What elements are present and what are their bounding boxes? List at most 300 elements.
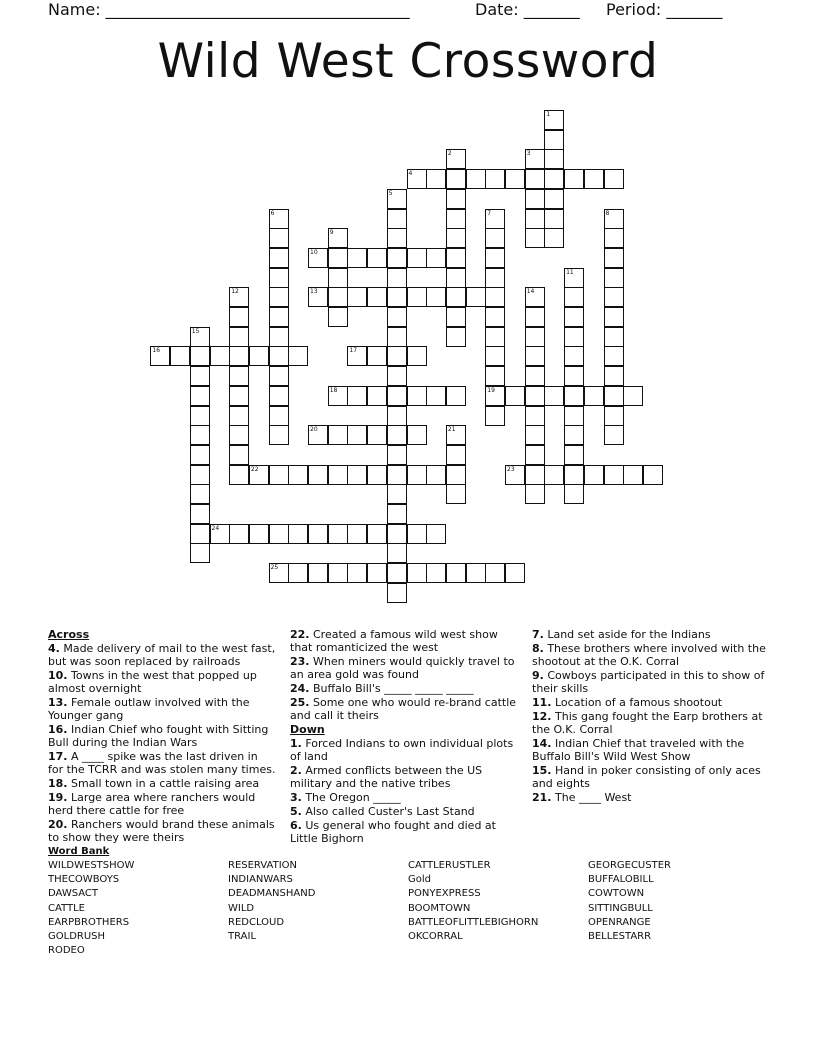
clues-column-2 <box>290 628 518 846</box>
grid-cell[interactable] <box>269 307 289 327</box>
grid-cell[interactable] <box>387 189 407 209</box>
grid-cell[interactable] <box>229 386 249 406</box>
grid-cell[interactable] <box>367 563 387 583</box>
grid-cell[interactable] <box>387 524 407 544</box>
grid-cell[interactable] <box>269 209 289 229</box>
grid-cell[interactable] <box>229 524 249 544</box>
grid-cell[interactable] <box>604 248 624 268</box>
grid-cell[interactable] <box>328 524 348 544</box>
grid-cell[interactable] <box>446 268 466 288</box>
grid-cell[interactable] <box>426 169 446 189</box>
grid-cell[interactable] <box>604 406 624 426</box>
word-bank-word: Gold <box>408 874 431 886</box>
grid-cell[interactable] <box>269 248 289 268</box>
grid-cell[interactable] <box>269 346 289 366</box>
grid-cell[interactable] <box>485 366 505 386</box>
grid-cell[interactable] <box>446 228 466 248</box>
grid-cell[interactable] <box>347 346 367 366</box>
grid-cell[interactable] <box>564 465 584 485</box>
word-bank-word: BUFFALOBILL <box>588 874 654 886</box>
grid-cell[interactable] <box>505 169 525 189</box>
down-clue-3: 3. The Oregon _____ <box>290 791 401 804</box>
grid-cell[interactable] <box>525 307 545 327</box>
grid-cell[interactable] <box>505 563 525 583</box>
grid-cell[interactable] <box>269 425 289 445</box>
grid-cell[interactable] <box>387 287 407 307</box>
grid-cell[interactable] <box>387 563 407 583</box>
down-clue-5: 5. Also called Custer's Last Stand <box>290 805 475 818</box>
grid-cell[interactable] <box>367 524 387 544</box>
grid-cell[interactable] <box>407 169 427 189</box>
grid-cell[interactable] <box>525 484 545 504</box>
grid-cell[interactable] <box>564 287 584 307</box>
clue-number: 14 <box>526 288 535 296</box>
grid-cell[interactable] <box>387 406 407 426</box>
word-bank-word: WILD <box>228 902 255 914</box>
grid-cell[interactable] <box>584 465 604 485</box>
grid-cell[interactable] <box>485 287 505 307</box>
grid-cell[interactable] <box>426 465 446 485</box>
grid-cell[interactable] <box>407 386 427 406</box>
name-field[interactable]: Name: ______________________________________ <box>48 0 410 19</box>
grid-cell[interactable] <box>604 386 624 406</box>
grid-cell[interactable] <box>347 524 367 544</box>
grid-cell[interactable] <box>505 386 525 406</box>
grid-cell[interactable] <box>328 425 348 445</box>
grid-cell[interactable] <box>190 327 210 347</box>
grid-cell[interactable] <box>604 327 624 347</box>
grid-cell[interactable] <box>229 287 249 307</box>
clue-number: 9 <box>329 229 334 237</box>
word-bank-column <box>588 859 763 944</box>
grid-cell[interactable] <box>288 524 308 544</box>
grid-cell[interactable] <box>229 406 249 426</box>
down-clue-6: 6. Us general who fought and died at Little Bighorn <box>290 819 496 845</box>
across-clue-25: 25. Some one who would re-brand cattle and call it theirs <box>290 696 517 722</box>
grid-cell[interactable] <box>564 386 584 406</box>
grid-cell[interactable] <box>544 228 564 248</box>
word-bank-word: TRAIL <box>228 931 257 943</box>
grid-cell[interactable] <box>269 268 289 288</box>
grid-cell[interactable] <box>485 563 505 583</box>
across-clue-22: 22. Created a famous wild west show that romanticized the west <box>290 628 498 654</box>
clue-number: 22 <box>250 465 259 473</box>
grid-cell[interactable] <box>210 524 230 544</box>
clue-number: 12 <box>231 288 239 296</box>
grid-cell[interactable] <box>544 209 564 229</box>
grid-cell[interactable] <box>407 346 427 366</box>
grid-cell[interactable] <box>407 563 427 583</box>
grid-cell[interactable] <box>466 287 486 307</box>
grid-cell[interactable] <box>367 425 387 445</box>
grid-cell[interactable] <box>525 189 545 209</box>
grid-cell[interactable] <box>387 248 407 268</box>
grid-cell[interactable] <box>564 169 584 189</box>
word-bank-word: DEADMANSHAND <box>228 888 316 900</box>
word-bank-column <box>408 859 583 944</box>
grid-cell[interactable] <box>407 465 427 485</box>
grid-cell[interactable] <box>229 307 249 327</box>
grid-cell[interactable] <box>544 110 564 130</box>
grid-cell[interactable] <box>347 287 367 307</box>
grid-cell[interactable] <box>525 366 545 386</box>
word-bank-word: RESERVATION <box>228 860 298 871</box>
grid-cell[interactable] <box>446 248 466 268</box>
grid-cell[interactable] <box>485 248 505 268</box>
grid-cell[interactable] <box>446 425 466 445</box>
grid-cell[interactable] <box>347 248 367 268</box>
clue-number: 8 <box>605 209 610 217</box>
word-bank-word: DAWSACT <box>48 888 98 900</box>
grid-cell[interactable] <box>525 228 545 248</box>
grid-cell[interactable] <box>387 445 407 465</box>
grid-cell[interactable] <box>525 386 545 406</box>
down-clue-7: 7. Land set aside for the Indians <box>532 628 711 641</box>
clue-number: 13 <box>310 288 318 296</box>
clues-column-1 <box>48 628 276 845</box>
down-clue-12: 12. This gang fought the Earp brothers at the O.K. Corral <box>532 710 763 736</box>
grid-cell[interactable] <box>525 287 545 307</box>
clue-number: 25 <box>270 564 279 572</box>
grid-cell[interactable] <box>367 465 387 485</box>
grid-cell[interactable] <box>210 346 230 366</box>
clue-number: 16 <box>152 347 161 355</box>
grid-cell[interactable] <box>328 465 348 485</box>
clue-number: 15 <box>191 327 200 335</box>
word-bank-title: Word Bank <box>48 846 110 857</box>
grid-cell[interactable] <box>229 366 249 386</box>
grid-cell[interactable] <box>426 524 446 544</box>
grid-cell[interactable] <box>446 445 466 465</box>
down-clue-21: 21. The ____ West <box>532 791 632 804</box>
grid-cell[interactable] <box>584 386 604 406</box>
clue-number: 20 <box>310 426 318 434</box>
grid-cell[interactable] <box>604 465 624 485</box>
grid-cell[interactable] <box>623 386 643 406</box>
grid-cell[interactable] <box>604 209 624 229</box>
grid-cell[interactable] <box>505 465 525 485</box>
grid-cell[interactable] <box>525 406 545 426</box>
grid-cell[interactable] <box>328 307 348 327</box>
grid-cell[interactable] <box>367 287 387 307</box>
grid-cell[interactable] <box>328 248 348 268</box>
grid-cell[interactable] <box>229 327 249 347</box>
grid-cell[interactable] <box>387 209 407 229</box>
grid-cell[interactable] <box>229 425 249 445</box>
grid-cell[interactable] <box>387 425 407 445</box>
grid-cell[interactable] <box>466 169 486 189</box>
date-field[interactable]: Date: _______ <box>475 0 580 19</box>
grid-cell[interactable] <box>308 287 328 307</box>
grid-cell[interactable] <box>446 189 466 209</box>
grid-cell[interactable] <box>426 287 446 307</box>
grid-cell[interactable] <box>269 228 289 248</box>
word-bank-word: BATTLEOFLITTLEBIGHORN <box>408 916 539 928</box>
grid-cell[interactable] <box>269 386 289 406</box>
clue-number: 19 <box>487 386 495 394</box>
grid-cell[interactable] <box>446 465 466 485</box>
grid-cell[interactable] <box>328 563 348 583</box>
grid-cell[interactable] <box>249 346 269 366</box>
grid-cell[interactable] <box>328 268 348 288</box>
down-clue-8: 8. These brothers where involved with the shootout at the O.K. Corral <box>532 642 766 668</box>
grid-cell[interactable] <box>269 287 289 307</box>
grid-cell[interactable] <box>387 484 407 504</box>
word-bank-word: CATTLERUSTLER <box>408 860 491 871</box>
grid-cell[interactable] <box>190 504 210 524</box>
clue-number: 6 <box>270 209 275 217</box>
grid-cell[interactable] <box>150 346 170 366</box>
across-clue-24: 24. Buffalo Bill's _____ _____ _____ <box>290 682 474 695</box>
clue-number: 4 <box>408 170 413 178</box>
grid-cell[interactable] <box>269 563 289 583</box>
grid-cell[interactable] <box>269 524 289 544</box>
grid-cell[interactable] <box>269 366 289 386</box>
grid-cell[interactable] <box>446 169 466 189</box>
clue-number: 2 <box>447 150 452 158</box>
down-clue-9: 9. Cowboys participated in this to show of their skills <box>532 669 765 695</box>
grid-cell[interactable] <box>288 563 308 583</box>
grid-cell[interactable] <box>367 386 387 406</box>
grid-cell[interactable] <box>426 386 446 406</box>
grid-cell[interactable] <box>387 583 407 603</box>
grid-cell[interactable] <box>485 386 505 406</box>
grid-cell[interactable] <box>446 327 466 347</box>
grid-cell[interactable] <box>466 563 486 583</box>
grid-cell[interactable] <box>604 346 624 366</box>
grid-cell[interactable] <box>446 484 466 504</box>
period-field[interactable]: Period: _______ <box>606 0 723 19</box>
grid-cell[interactable] <box>525 346 545 366</box>
across-clue-10: 10. Towns in the west that popped up almost overnight <box>48 669 257 695</box>
grid-cell[interactable] <box>446 149 466 169</box>
grid-cell[interactable] <box>328 386 348 406</box>
grid-cell[interactable] <box>387 366 407 386</box>
grid-cell[interactable] <box>308 465 328 485</box>
grid-cell[interactable] <box>407 524 427 544</box>
grid-cell[interactable] <box>308 248 328 268</box>
grid-cell[interactable] <box>564 327 584 347</box>
grid-cell[interactable] <box>623 465 643 485</box>
across-clue-17: 17. A ____ spike was the last driven in for the TCRR and was stolen many times. <box>48 750 276 776</box>
grid-cell[interactable] <box>229 465 249 485</box>
grid-cell[interactable] <box>288 346 308 366</box>
grid-cell[interactable] <box>387 346 407 366</box>
grid-cell[interactable] <box>525 169 545 189</box>
grid-cell[interactable] <box>485 406 505 426</box>
word-bank-column <box>48 859 223 958</box>
across-clue-19: 19. Large area where ranchers would herd there cattle for free <box>48 791 256 817</box>
grid-cell[interactable] <box>564 366 584 386</box>
word-bank-word: SITTINGBULL <box>588 902 653 914</box>
word-bank-word: COWTOWN <box>588 888 645 900</box>
grid-cell[interactable] <box>347 563 367 583</box>
grid-cell[interactable] <box>446 209 466 229</box>
grid-cell[interactable] <box>446 386 466 406</box>
grid-cell[interactable] <box>229 445 249 465</box>
clue-number: 10 <box>310 248 318 256</box>
grid-cell[interactable] <box>604 307 624 327</box>
grid-cell[interactable] <box>525 445 545 465</box>
grid-cell[interactable] <box>190 406 210 426</box>
grid-cell[interactable] <box>525 209 545 229</box>
down-clue-14: 14. Indian Chief that traveled with the Buffalo Bill's Wild West Show <box>532 737 745 763</box>
grid-cell[interactable] <box>347 386 367 406</box>
clue-number: 3 <box>526 150 531 158</box>
grid-cell[interactable] <box>387 543 407 563</box>
grid-cell[interactable] <box>190 484 210 504</box>
grid-cell[interactable] <box>387 504 407 524</box>
grid-cell[interactable] <box>426 563 446 583</box>
down-clue-15: 15. Hand in poker consisting of only aces and eights <box>532 764 761 790</box>
grid-cell[interactable] <box>269 406 289 426</box>
grid-cell[interactable] <box>347 425 367 445</box>
across-clue-4: 4. Made delivery of mail to the west fast, but was soon replaced by railroads <box>48 642 276 668</box>
down-heading: Down <box>290 723 325 736</box>
grid-cell[interactable] <box>485 228 505 248</box>
across-clue-18: 18. Small town in a cattle raising area <box>48 777 260 790</box>
word-bank-word: CATTLE <box>48 902 85 914</box>
grid-cell[interactable] <box>525 327 545 347</box>
word-bank-word: BELLESTARR <box>588 931 652 943</box>
grid-cell[interactable] <box>407 425 427 445</box>
grid-cell[interactable] <box>525 425 545 445</box>
grid-cell[interactable] <box>190 543 210 563</box>
clue-number: 7 <box>487 209 492 217</box>
grid-cell[interactable] <box>525 149 545 169</box>
grid-cell[interactable] <box>485 346 505 366</box>
grid-cell[interactable] <box>407 248 427 268</box>
grid-cell[interactable] <box>544 149 564 169</box>
word-bank-word: GEORGECUSTER <box>588 860 671 871</box>
grid-cell[interactable] <box>544 465 564 485</box>
across-clue-16: 16. Indian Chief who fought with Sitting Bull during the Indian Wars <box>48 723 269 749</box>
grid-cell[interactable] <box>564 307 584 327</box>
clue-number: 18 <box>329 386 338 394</box>
down-clue-2: 2. Armed conflicts between the US military and the native tribes <box>290 764 483 790</box>
grid-cell[interactable] <box>564 268 584 288</box>
grid-cell[interactable] <box>407 287 427 307</box>
grid-cell[interactable] <box>387 228 407 248</box>
across-clue-13: 13. Female outlaw involved with the Younger gang <box>48 696 250 722</box>
clue-number: 1 <box>546 111 551 118</box>
grid-cell[interactable] <box>190 346 210 366</box>
clue-number: 5 <box>388 189 393 197</box>
across-clue-20: 20. Ranchers would brand these animals to show they were theirs <box>48 818 275 844</box>
grid-cell[interactable] <box>446 287 466 307</box>
grid-cell[interactable] <box>544 386 564 406</box>
grid-cell[interactable] <box>249 524 269 544</box>
word-bank-word: REDCLOUD <box>228 916 285 928</box>
grid-cell[interactable] <box>446 563 466 583</box>
word-bank-word: OPENRANGE <box>588 916 651 928</box>
grid-cell[interactable] <box>308 563 328 583</box>
grid-cell[interactable] <box>367 346 387 366</box>
grid-cell[interactable] <box>525 465 545 485</box>
grid-cell[interactable] <box>269 327 289 347</box>
grid-cell[interactable] <box>544 130 564 150</box>
grid-cell[interactable] <box>485 327 505 347</box>
grid-cell[interactable] <box>604 287 624 307</box>
across-clue-23: 23. When miners would quickly travel to an area gold was found <box>290 655 515 681</box>
word-bank-column <box>228 859 403 944</box>
grid-cell[interactable] <box>604 169 624 189</box>
grid-cell[interactable] <box>190 386 210 406</box>
grid-cell[interactable] <box>604 268 624 288</box>
word-bank-word: PONYEXPRESS <box>408 888 481 900</box>
grid-cell[interactable] <box>564 406 584 426</box>
grid-cell[interactable] <box>387 307 407 327</box>
grid-cell[interactable] <box>229 346 249 366</box>
grid-cell[interactable] <box>485 307 505 327</box>
grid-cell[interactable] <box>604 366 624 386</box>
grid-cell[interactable] <box>564 346 584 366</box>
grid-cell[interactable] <box>190 465 210 485</box>
grid-cell[interactable] <box>604 425 624 445</box>
grid-cell[interactable] <box>387 268 407 288</box>
grid-cell[interactable] <box>308 425 328 445</box>
grid-cell[interactable] <box>347 465 367 485</box>
grid-cell[interactable] <box>544 169 564 189</box>
grid-cell[interactable] <box>328 287 348 307</box>
grid-cell[interactable] <box>367 248 387 268</box>
grid-cell[interactable] <box>170 346 190 366</box>
grid-cell[interactable] <box>288 465 308 485</box>
grid-cell[interactable] <box>387 465 407 485</box>
grid-cell[interactable] <box>604 228 624 248</box>
down-clue-1: 1. Forced Indians to own individual plots of land <box>290 737 514 763</box>
clue-number: 11 <box>566 268 574 276</box>
word-bank-word: WILDWESTSHOW <box>48 860 135 871</box>
grid-cell[interactable] <box>387 327 407 347</box>
grid-cell[interactable] <box>328 228 348 248</box>
word-bank-word: EARPBROTHERS <box>48 916 130 928</box>
grid-cell[interactable] <box>190 445 210 465</box>
word-bank-word: THECOWBOYS <box>48 874 120 886</box>
grid-cell[interactable] <box>426 248 446 268</box>
grid-cell[interactable] <box>643 465 663 485</box>
clue-number: 21 <box>447 426 456 434</box>
grid-cell[interactable] <box>564 445 584 465</box>
clue-number: 24 <box>211 524 220 532</box>
word-bank-word: OKCORRAL <box>408 931 463 943</box>
grid-cell[interactable] <box>446 307 466 327</box>
grid-cell[interactable] <box>190 366 210 386</box>
word-bank-word: RODEO <box>48 945 85 957</box>
clue-number: 17 <box>349 347 358 355</box>
word-bank-word: BOOMTOWN <box>408 902 471 914</box>
grid-cell[interactable] <box>485 209 505 229</box>
word-bank-word: INDIANWARS <box>228 874 293 886</box>
grid-cell[interactable] <box>544 189 564 209</box>
grid-cell[interactable] <box>190 425 210 445</box>
page-title: Wild West Crossword <box>157 34 659 89</box>
grid-cell[interactable] <box>485 169 505 189</box>
grid-cell[interactable] <box>308 524 328 544</box>
grid-cell[interactable] <box>564 425 584 445</box>
grid-cell[interactable] <box>387 386 407 406</box>
down-clue-11: 11. Location of a famous shootout <box>532 696 723 709</box>
grid-cell[interactable] <box>584 169 604 189</box>
grid-cell[interactable] <box>190 524 210 544</box>
grid-cell[interactable] <box>485 268 505 288</box>
grid-cell[interactable] <box>269 465 289 485</box>
grid-cell[interactable] <box>564 484 584 504</box>
word-bank-word: GOLDRUSH <box>48 931 106 943</box>
grid-cell[interactable] <box>249 465 269 485</box>
clues-column-3 <box>532 628 768 805</box>
clue-number: 23 <box>507 465 515 473</box>
